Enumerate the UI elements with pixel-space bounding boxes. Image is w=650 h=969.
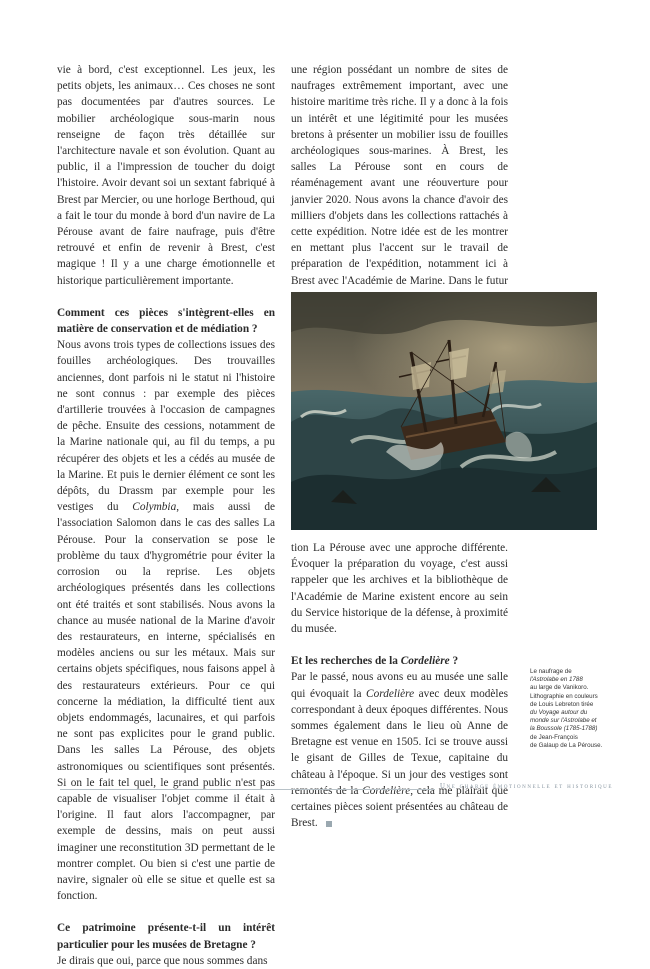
ship-name: Colymbia <box>132 501 177 514</box>
shipwreck-painting <box>291 292 597 530</box>
caption-line: au large de Vanikoro. <box>530 684 589 692</box>
caption-line: Lithographie en couleurs <box>530 692 598 700</box>
caption-line: la Boussole (1785-1788) <box>530 725 598 733</box>
paragraph: une région possédant un nombre de sites de naufrages extrêmement important, avec une histoire maritime très riche. Il y a donc à la fois un intérêt et une légitimité pour les musées bretons à présenter un mobilier issu de fouilles archéologiques sous-marines. À Brest, les salles La Pérouse sont en cours de réaménagement avant une réouverture pour janvier 2020. Nous avons la chance d'avoir des milliers d'objets dans les collections rattachés à cette expédition. Notre idée est de les montrer en mettant plus l'accent sur le travail de préparation de l'expédition, notamment ici à Brest avec l'Académie de Marine. Dans le futur <box>291 64 508 287</box>
right-column-top <box>291 62 508 321</box>
section-heading: Et les recherches de la Cordelière ? <box>291 655 459 668</box>
footer-divider <box>60 789 435 790</box>
section-heading: Comment ces pièces s'intègrent-elles en matière de conservation et de médiation ? <box>57 306 275 336</box>
paragraph: Par le passé, nous avons eu au musée une salle qui évoquait la Cordelière avec deux modèles correspondant à deux époques différentes. Nous sommes également dans le lieu où Anne de Bretagne est venue en 1505. Ici se trouve aussi le gisant de Gilles de Texue, capitaine du château à l'époque. Si un jour des vestiges sont remontés de la Cordelière, cela me plairait que certaines pièces soient présentées au château de Brest. <box>291 671 508 830</box>
caption-line: Le naufrage de <box>530 668 572 675</box>
caption-line: de Jean-François <box>530 733 578 741</box>
ship-name: Cordelière <box>366 687 415 700</box>
caption-line: l'Astrolabe en 1788 <box>530 676 583 684</box>
paragraph: vie à bord, c'est exceptionnel. Les jeux, les petits objets, les animaux… Ces choses ne sont pas documentées par d'autres sources. Le mobilier archéologique sous-marin nous renseigne de façon très détaillée sur l'architecture navale et son évolution. Quant au public, il a l'impression de toucher du doigt l'histoire. Avoir devant soi un sextant fabriqué à Brest par Mercier, ou une horloge Berthoud, qui a fait le tour du monde à bord d'un navire de La Pérouse avant de faire naufrage, puis d'être retrouvé et enfin de revenir à Brest, c'est magique ! Il y a une charge émotionnelle et historique particulièrement importante. <box>57 64 275 287</box>
end-of-article-mark <box>326 821 332 827</box>
image-caption <box>530 668 610 750</box>
caption-line: du Voyage autour du <box>530 709 588 717</box>
paragraph: Je dirais que oui, parce que nous sommes dans <box>57 954 268 967</box>
paragraph: Nous avons trois types de collections issues des fouilles archéologiques. Des trouvailles anciennes, dont parfois ni le statut ni l'histoire ne sont connus : par exemple des pièces d'artillerie trouvées à l'occasion de campagnes de pêche. Ensuite des cessions, notamment de la Marine nationale qui, au fil du temps, a pu récupérer des objets et les a cédés au musée de la Marine. Et puis le dernier élément ce sont les dépôts, du Drassm par exemple pour les vestiges du Colymbia, mais aussi de l'association Salomon dans le cas des salles La Pérouse. Pour la conservation se pose le problème du taux d'hygrométrie pour éviter la corrosion ou la reprise. Les objets archéologiques présentés dans les collections ont été traités et sont stabilisés. Nous avons la chance au musée national de la Marine d'avoir des restaurateurs, en interne, spécialisés en modèles anciens ou sur les métaux. Mais sur certains objets spécifiques, nous faisons appel à des restaurateurs extérieurs. Pour ce qui concerne la médiation, la difficulté tient aux objets endommagés, lacunaires, et qui parfois ne sont pas explicites pour le grand public. Dans les salles La Pérouse, des objets astronomiques ou scientifiques sont présentés. Si on le fait tel quel, le grand public n'est pas capable de visualiser l'objet comme il était à l'origine. Il faut alors l'accompagner, par exemple de dessins, mais on peut aussi imaginer une reconstitution 3D permettant de le montrer complet. Ou bien si c'est une partie de navire, signaler où elle se situe et quelle est sa fonction. <box>57 339 276 903</box>
left-column <box>57 62 275 969</box>
ship-name: Cordelière <box>400 655 450 668</box>
footer-running-title: Une charge émotionnelle et historique <box>440 783 614 790</box>
section-heading: Ce patrimoine présente-t-il un intérêt particulier pour les musées de Bretagne ? <box>57 922 275 951</box>
caption-line: monde sur l'Astrolabe et <box>530 717 597 725</box>
ship-name: Cordelière <box>362 784 411 797</box>
caption-line: de Galaup de La Pérouse. <box>530 741 603 749</box>
caption-line: de Louis Lebreton tirée <box>530 700 594 708</box>
paragraph: tion La Pérouse avec une approche différente. Évoquer la préparation du voyage, c'est aussi rappeler que les archives et la bibliothèque de l'Académie de Marine existent encore au sein du Service historique de la défense, à proximité du musée. <box>291 542 508 636</box>
